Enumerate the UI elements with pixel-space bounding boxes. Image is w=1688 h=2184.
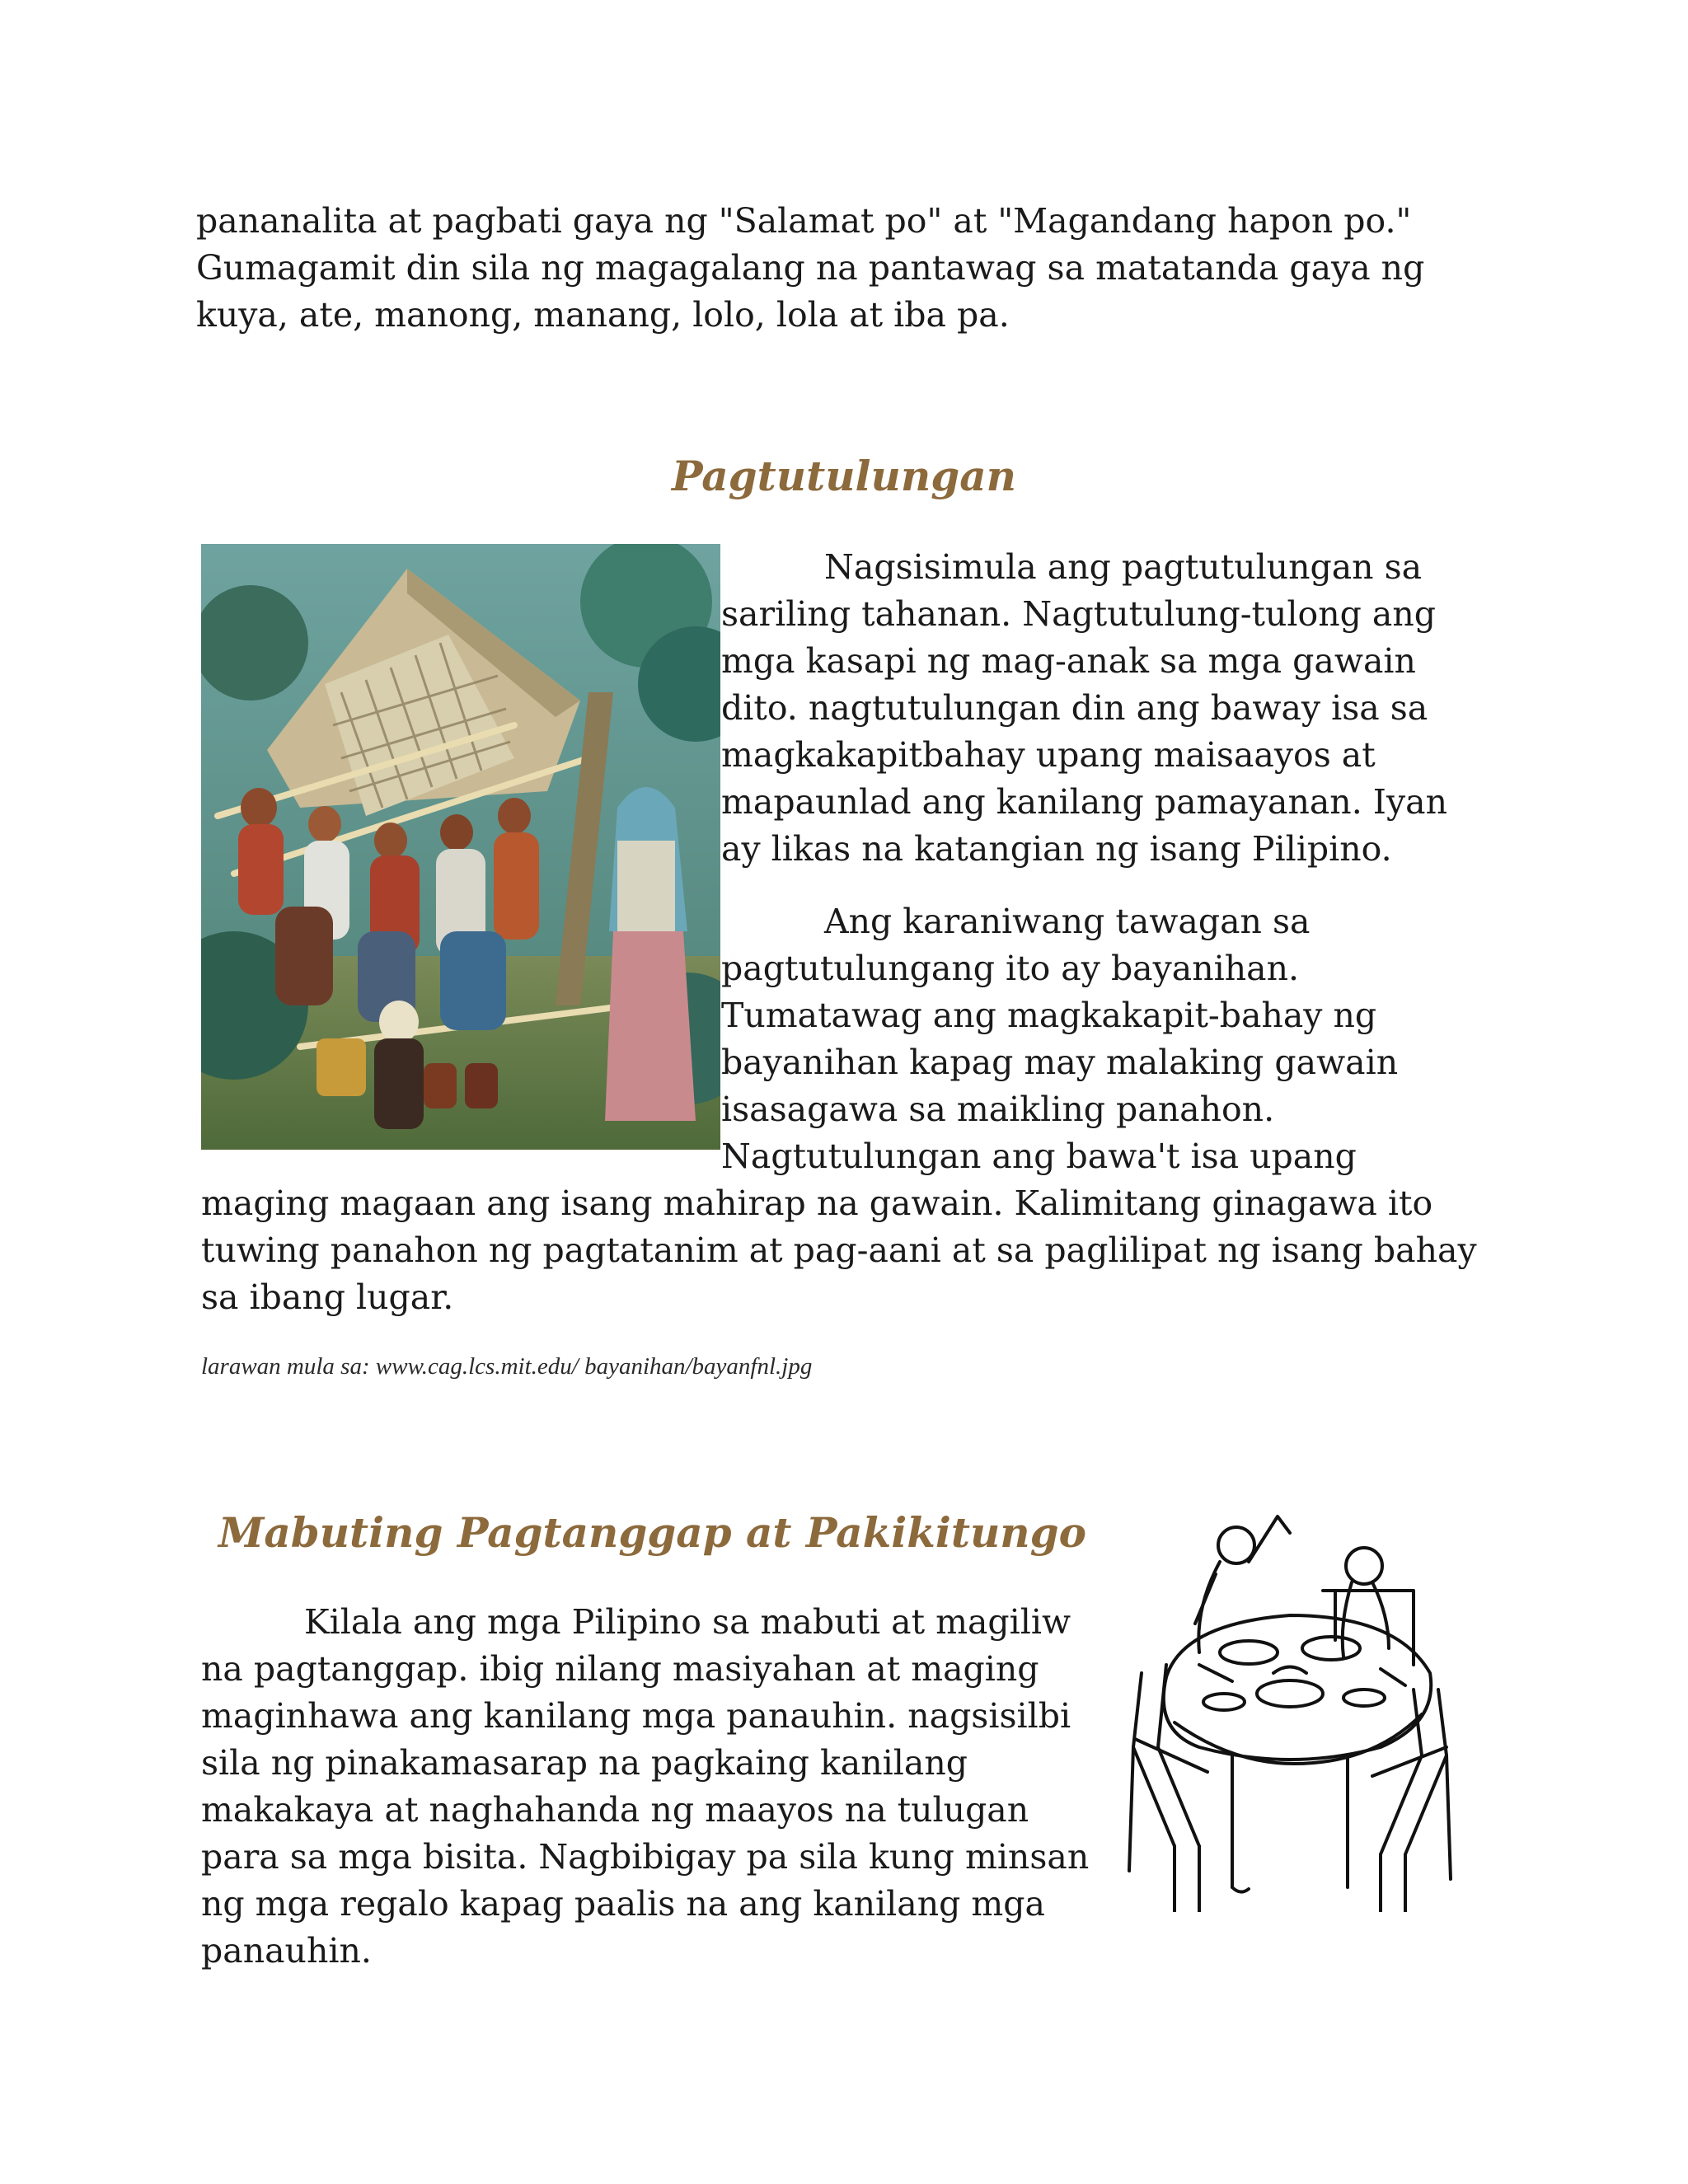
pagtutulungan-paragraph-1-text: Nagsisimula ang pagtutulungan sa sariling tahanan. Nagtutulung-tulong ang mga kasapi ng mag-anak sa mga gawain dito. nagtutulungan din ang baway isa sa magkakapitbahay upang maisaayos at mapaunlad ang kanilang pamayanan. Iyan ay likas na katangian ng isang Pilipino. — [721, 547, 1447, 869]
dining-table-sketch — [1117, 1500, 1463, 1912]
image-float-spacer — [201, 898, 721, 1150]
pagtutulungan-paragraph-1 — [721, 544, 1479, 873]
mabuting-pagtanggap-paragraph-text: Kilala ang mga Pilipino sa mabuti at magiliw na pagtanggap. ibig nilang masiyahan at maging maginhawa ang kanilang mga panauhin. nagsisilbi sila ng pinakamasarap na pagkaing kanilang makakaya at naghahanda ng maayos na tulugan para sa mga bisita. Nagbibigay pa sila kung minsan ng mga regalo kapag paalis na ang kanilang mga panauhin. — [201, 1602, 1090, 1971]
pagtutulungan-paragraph-2-text: Ang karaniwang tawagan sa pagtutulungang ito ay bayanihan. Tumatawag ang magkakapit-bahay ng bayanihan kapag may malaking gawain isasagawa sa maikling panahon. Nagtutulungan ang bawa't isa upang maging magaan ang isang mahirap na gawain. Kalimitang ginagawa ito tuwing panahon ng pagtatanim at pag-aani at sa paglilipat ng isang bahay sa ibang lugar. — [201, 902, 1477, 1317]
pagtutulungan-paragraph-2 — [201, 898, 1487, 1321]
image-caption: larawan mula sa: www.cag.lcs.mit.edu/ bayanihan/bayanfnl.jpg — [201, 1353, 813, 1380]
section-heading-pagtutulungan: Pagtutulungan — [672, 452, 1016, 500]
mabuting-pagtanggap-paragraph — [201, 1599, 1108, 1975]
intro-paragraph: pananalita at pagbati gaya ng "Salamat po" at "Magandang hapon po." Gumagamit din sila ng magagalang na pantawag sa matatanda gaya ng kuya, ate, manong, manang, lolo, lola at iba pa. — [196, 201, 1425, 335]
section-heading-mabuting-pagtanggap: Mabuting Pagtanggap at Pakikitungo — [218, 1508, 1086, 1557]
